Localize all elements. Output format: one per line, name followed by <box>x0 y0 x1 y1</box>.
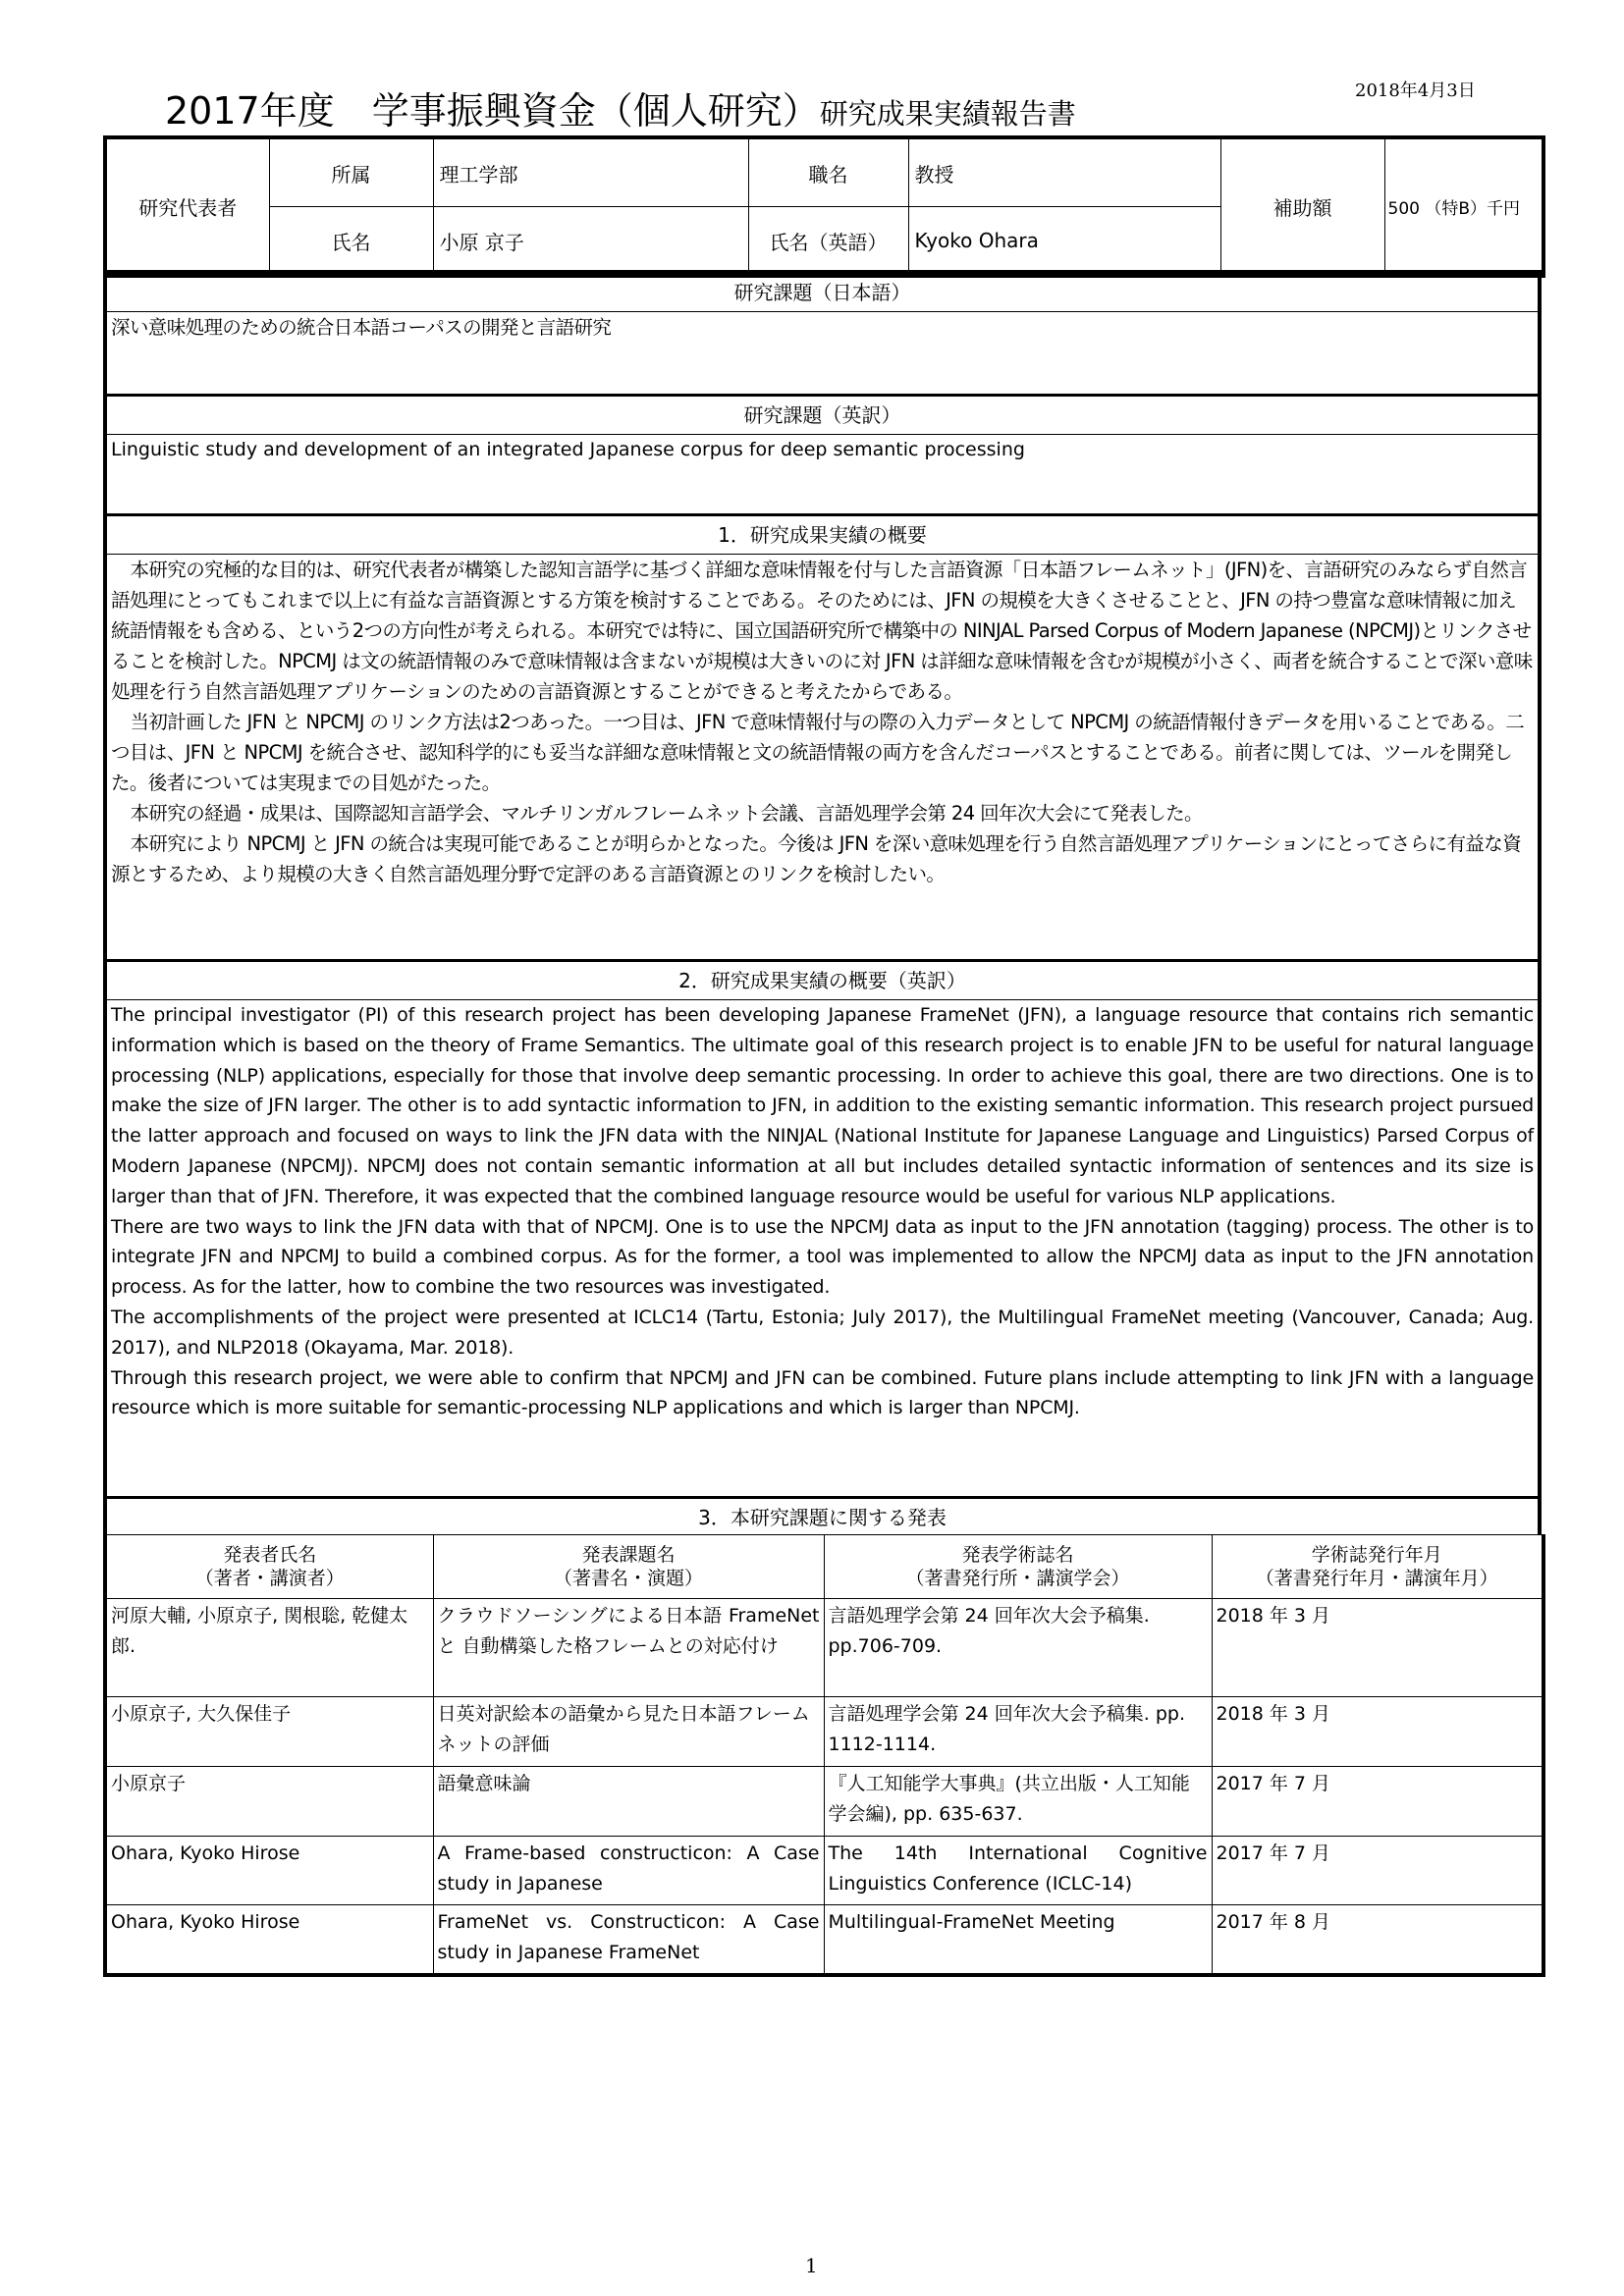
title-en-text: Linguistic study and development of an integrated Japanese corpus for deep semantic processing <box>111 439 1025 460</box>
title-jp-text: 深い意味処理のための統合日本語コーパスの開発と言語研究 <box>111 316 612 339</box>
representative-label: 研究代表者 <box>105 137 269 276</box>
table-row <box>105 1837 1543 1905</box>
name-en-value: Kyoko Ohara <box>908 207 1220 277</box>
date-cell: 2018 年 3 月 <box>1212 1697 1543 1767</box>
date-cell: 2018 年 3 月 <box>1212 1599 1543 1697</box>
venue-cell: The 14th International Cognitive Linguistics Conference (ICLC-14) <box>824 1837 1212 1905</box>
summary-jp-paragraph: 本研究の経過・成果は、国際認知言語学会、マルチリンガルフレームネット会議、言語処理学会第 24 回年次大会にて発表した。 <box>130 802 1203 825</box>
title-en-section <box>103 394 1542 513</box>
title-cell: 語彙意味論 <box>433 1767 824 1837</box>
author-cell: Ohara, Kyoko Hirose <box>105 1905 433 1975</box>
author-cell: 河原大輔, 小原京子, 関根聡, 乾健太郎. <box>105 1599 433 1697</box>
summary-en-paragraph: The principal investigator (PI) of this research project has been developing Japanese FrameNet (JFN), a language resource that contains rich semantic information which is based on the theory of Frame Semantics. The ultimate goal of this research project is to enable JFN to be useful for natural language processing (NLP) applications, especially for those that involve deep semantic processing. In order to achieve this goal, there are two directions. One is to make the size of JFN larger. The other is to add syntactic information to JFN, in addition to the existing semantic information. This research project pursued the latter approach and focused on ways to link the JFN data with the NINJAL (National Institute for Japanese Language and Linguistics) Parsed Corpus of Modern Japanese (NPCMJ). NPCMJ does not contain semantic information at all but includes detailed syntactic information of sentences and its size is larger than that of JFN. Therefore, it was expected that the combined language resource would be useful for various NLP applications. <box>111 1004 1534 1207</box>
title-main: 2017年度 学事振興資金（個人研究） <box>165 89 820 133</box>
summary-jp-section <box>103 513 1542 959</box>
title-jp-section <box>103 270 1542 394</box>
summary-en-paragraph: There are two ways to link the JFN data with that of NPCMJ. One is to use the NPCMJ data as input to the JFN annotation (tagging) process. The other is to integrate JFN and NPCMJ to build a combined corpus. As for the former, a tool was implemented to allow the NPCMJ data as input to the JFN annotation process. As for the latter, how to combine the two resources was investigated. <box>111 1215 1534 1299</box>
date-cell: 2017 年 7 月 <box>1212 1837 1543 1905</box>
name-value: 小原 京子 <box>433 207 748 277</box>
report-date: 2018年4月3日 <box>1355 80 1476 101</box>
summary-en-paragraph: The accomplishments of the project were presented at ICLC14 (Tartu, Estonia; July 2017), the Multilingual FrameNet meeting (Vancouver, Canada; Aug. 2017), and NLP2018 (Okayama, Mar. 2018). <box>111 1306 1534 1359</box>
position-label: 職名 <box>748 137 908 207</box>
publications-table <box>103 1534 1545 1977</box>
title-cell: クラウドソーシングによる日本語 FrameNet と 自動構築した格フレームとの対応付け <box>433 1599 824 1697</box>
publications-heading: 3．本研究課題に関する発表 <box>698 1506 947 1529</box>
venue-cell: 言語処理学会第 24 回年次大会予稿集. pp. 1112-1114. <box>824 1697 1212 1767</box>
name-en-label: 氏名（英語） <box>748 207 908 277</box>
position-value: 教授 <box>908 137 1220 207</box>
column-header: 学術誌発行年月 （著書発行年月・講演年月） <box>1212 1535 1543 1599</box>
column-header: 発表課題名 （著書名・演題） <box>433 1535 824 1599</box>
table-row <box>105 1905 1543 1975</box>
column-header: 発表者氏名 （著者・講演者） <box>105 1535 433 1599</box>
column-header: 発表学術誌名 （著書発行所・講演学会） <box>824 1535 1212 1599</box>
table-row <box>105 1599 1543 1697</box>
date-cell: 2017 年 8 月 <box>1212 1905 1543 1975</box>
title-cell: FrameNet vs. Constructicon: A Case study in Japanese FrameNet <box>433 1905 824 1975</box>
author-cell: Ohara, Kyoko Hirose <box>105 1837 433 1905</box>
title-cell: 日英対訳絵本の語彙から見た日本語フレームネットの評価 <box>433 1697 824 1767</box>
summary-en-heading: 2．研究成果実績の概要（英訳） <box>107 962 1538 1000</box>
summary-en-paragraph: Through this research project, we were able to confirm that NPCMJ and JFN can be combined. Future plans include attempting to link JFN with a language resource which is more suitable for semantic-processing NLP applications and which is larger than NPCMJ. <box>111 1366 1534 1419</box>
page-number: 1 <box>805 2254 818 2277</box>
summary-jp-paragraph: 本研究により NPCMJ と JFN の統合は実現可能であることが明らかとなった。今後は JFN を深い意味処理を行う自然言語処理アプリケーションにとってさらに有益な資源とするため、より規模の大きく自然言語処理分野で定評のある言語資源とのリンクを検討したい。 <box>111 832 1522 885</box>
summary-en-section <box>103 959 1542 1496</box>
venue-cell: Multilingual-FrameNet Meeting <box>824 1905 1212 1975</box>
date-cell: 2017 年 7 月 <box>1212 1767 1543 1837</box>
publications-section <box>103 1496 1542 1534</box>
affiliation-value: 理工学部 <box>433 137 748 207</box>
table-row <box>105 1767 1543 1837</box>
grant-label: 補助額 <box>1220 137 1384 276</box>
author-cell: 小原京子 <box>105 1767 433 1837</box>
table-row <box>105 1697 1543 1767</box>
affiliation-label: 所属 <box>269 137 433 207</box>
author-cell: 小原京子, 大久保佳子 <box>105 1697 433 1767</box>
publications-header-row <box>105 1535 1543 1599</box>
title-cell: A Frame-based constructicon: A Case study in Japanese <box>433 1837 824 1905</box>
title-sub: 研究成果実績報告書 <box>819 97 1076 131</box>
name-label: 氏名 <box>269 207 433 277</box>
venue-cell: 言語処理学会第 24 回年次大会予稿集. pp.706-709. <box>824 1599 1212 1697</box>
title-jp-heading: 研究課題（日本語） <box>107 274 1538 312</box>
title-en-heading: 研究課題（英訳） <box>107 397 1538 435</box>
summary-jp-paragraph: 当初計画した JFN と NPCMJ のリンク方法は2つあった。一つ目は、JFN で意味情報付与の際の入力データとして NPCMJ の統語情報付きデータを用いることである。二つ目は、JFN と NPCMJ を統合させ、認知科学的にも妥当な詳細な意味情報と文の統語情報の両方を含んだコーパスとすることである。前者に関しては、ツールを開発した。後者については実現までの目処がたった。 <box>111 711 1525 794</box>
grant-value: 500 （特B）千円 <box>1384 137 1543 276</box>
summary-jp-heading: 1．研究成果実績の概要 <box>107 516 1538 555</box>
venue-cell: 『人工知能学大事典』(共立出版・人工知能学会編), pp. 635-637. <box>824 1767 1212 1837</box>
representative-info-table <box>103 135 1545 278</box>
summary-jp-paragraph: 本研究の究極的な目的は、研究代表者が構築した認知言語学に基づく詳細な意味情報を付与した言語資源「日本語フレームネット」(JFN)を、言語研究のみならず自然言語処理にとってもこれまで以上に有益な言語資源とする方策を検討することである。そのためには、JFN の規模を大きくさせることと、JFN の持つ豊富な意味情報に加え統語情報をも含める、という2つの方向性が考えられる。本研究では特に、国立国語研究所で構築中の NINJAL Parsed Corpus of Modern Japanese (NPCMJ)とリンクさせることを検討した。NPCMJ は文の統語情報のみで意味情報は含まないが規模は大きいのに対 JFN は詳細な意味情報を含むが規模が小さく、両者を統合することで深い意味処理を行う自然言語処理アプリケーションのための言語資源とすることができると考えたからである。 <box>111 559 1533 703</box>
page-title <box>165 80 1076 134</box>
